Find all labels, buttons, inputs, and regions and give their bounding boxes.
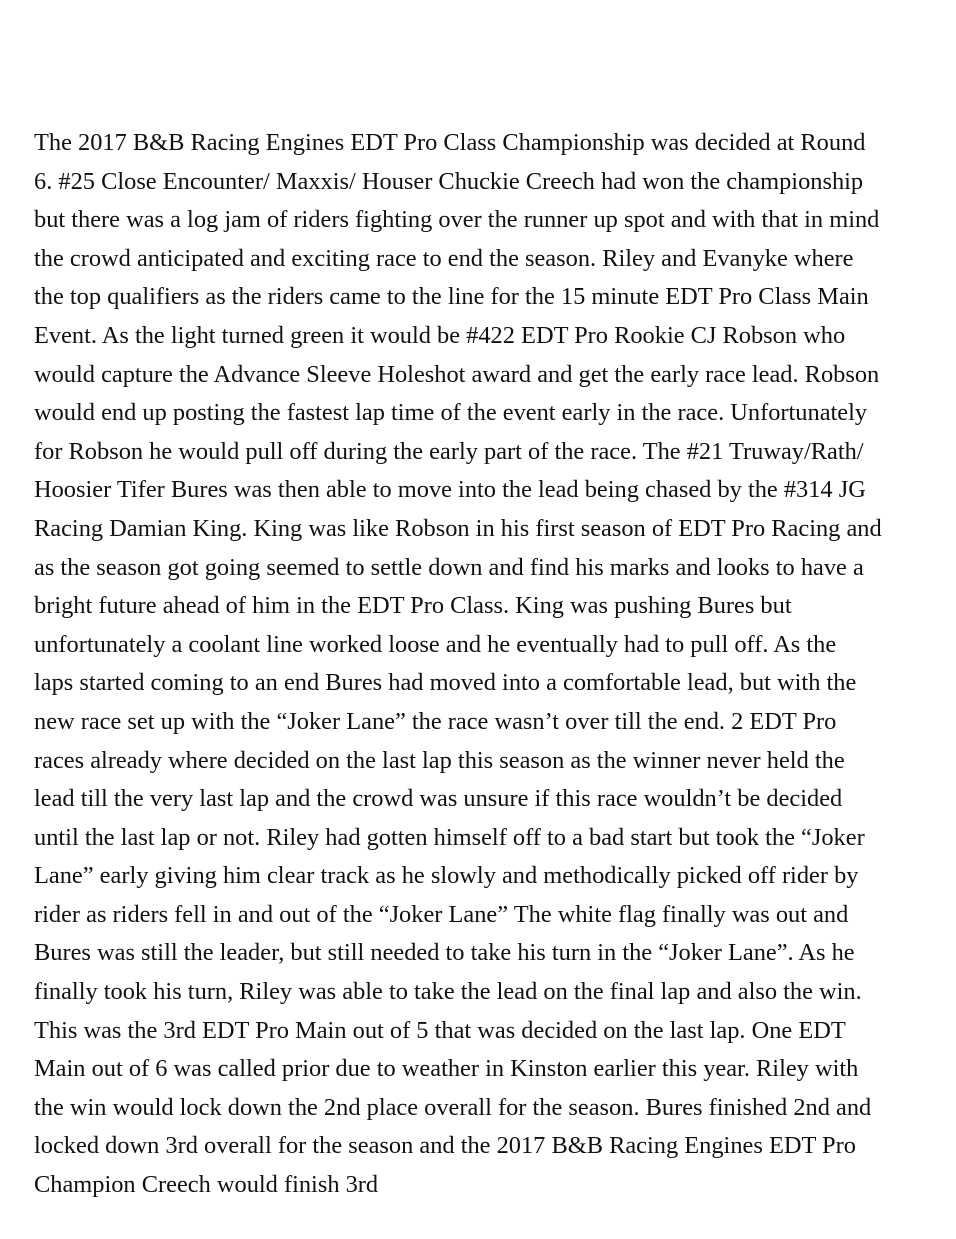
paragraph-line-7: would capture the Advance Sleeve Holeshot award and get the early race lead. Robson bbox=[34, 360, 880, 388]
paragraph-line-13: bright future ahead of him in the EDT Pro Class. King was pushing Bures but bbox=[34, 592, 792, 620]
paragraph-line-8: would end up posting the fastest lap time of the event early in the race. Unfortunately bbox=[34, 399, 868, 427]
paragraph-line-28: Champion Creech would finish 3rd bbox=[34, 1171, 379, 1199]
paragraph-line-9: for Robson he would pull off during the early part of the race. The #21 Truway/Rath/ bbox=[34, 437, 864, 465]
paragraph-line-24: This was the 3rd EDT Pro Main out of 5 that was decided on the last lap. One EDT bbox=[34, 1016, 846, 1044]
paragraph-line-14: unfortunately a coolant line worked loose and he eventually had to pull off. As the bbox=[34, 630, 837, 658]
paragraph-line-12: as the season got going seemed to settle down and find his marks and looks to have a bbox=[34, 553, 864, 581]
paragraph-line-27: locked down 3rd overall for the season and the 2017 B&B Racing Engines EDT Pro bbox=[34, 1132, 856, 1160]
paragraph-line-16: new race set up with the “Joker Lane” the race wasn’t over till the end. 2 EDT Pro bbox=[34, 707, 837, 735]
paragraph-line-2: 6. #25 Close Encounter/ Maxxis/ Houser Chuckie Creech had won the championship bbox=[34, 167, 864, 195]
paragraph-line-26: the win would lock down the 2nd place overall for the season. Bures finished 2nd and bbox=[34, 1093, 872, 1121]
paragraph-line-25: Main out of 6 was called prior due to weather in Kinston earlier this year. Riley with bbox=[34, 1055, 859, 1083]
paragraph-line-4: the crowd anticipated and exciting race to end the season. Riley and Evanyke where bbox=[34, 244, 854, 272]
paragraph-line-3: but there was a log jam of riders fighting over the runner up spot and with that in mind bbox=[34, 206, 880, 234]
paragraph-line-18: lead till the very last lap and the crowd was unsure if this race wouldn’t be decided bbox=[34, 785, 843, 813]
paragraph-line-21: rider as riders fell in and out of the “Joker Lane” The white flag finally was out and bbox=[34, 900, 849, 928]
paragraph-line-10: Hoosier Tifer Bures was then able to move into the lead being chased by the #314 JG bbox=[34, 476, 866, 504]
article-paragraph bbox=[34, 124, 944, 1205]
paragraph-line-17: races already where decided on the last lap this season as the winner never held the bbox=[34, 746, 845, 774]
paragraph-line-6: Event. As the light turned green it would be #422 EDT Pro Rookie CJ Robson who bbox=[34, 321, 846, 349]
paragraph-line-5: the top qualifiers as the riders came to the line for the 15 minute EDT Pro Class Main bbox=[34, 283, 869, 311]
paragraph-line-23: finally took his turn, Riley was able to take the lead on the final lap and also the win. bbox=[34, 978, 862, 1006]
paragraph-line-22: Bures was still the leader, but still needed to take his turn in the “Joker Lane”. As he bbox=[34, 939, 855, 967]
paragraph-line-11: Racing Damian King. King was like Robson in his first season of EDT Pro Racing and bbox=[34, 514, 882, 542]
paragraph-line-15: laps started coming to an end Bures had moved into a comfortable lead, but with the bbox=[34, 669, 857, 697]
paragraph-line-1: The 2017 B&B Racing Engines EDT Pro Class Championship was decided at Round bbox=[34, 129, 866, 156]
paragraph-line-20: Lane” early giving him clear track as he slowly and methodically picked off rider by bbox=[34, 862, 859, 890]
paragraph-line-19: until the last lap or not. Riley had gotten himself off to a bad start but took the “Joker bbox=[34, 823, 865, 851]
